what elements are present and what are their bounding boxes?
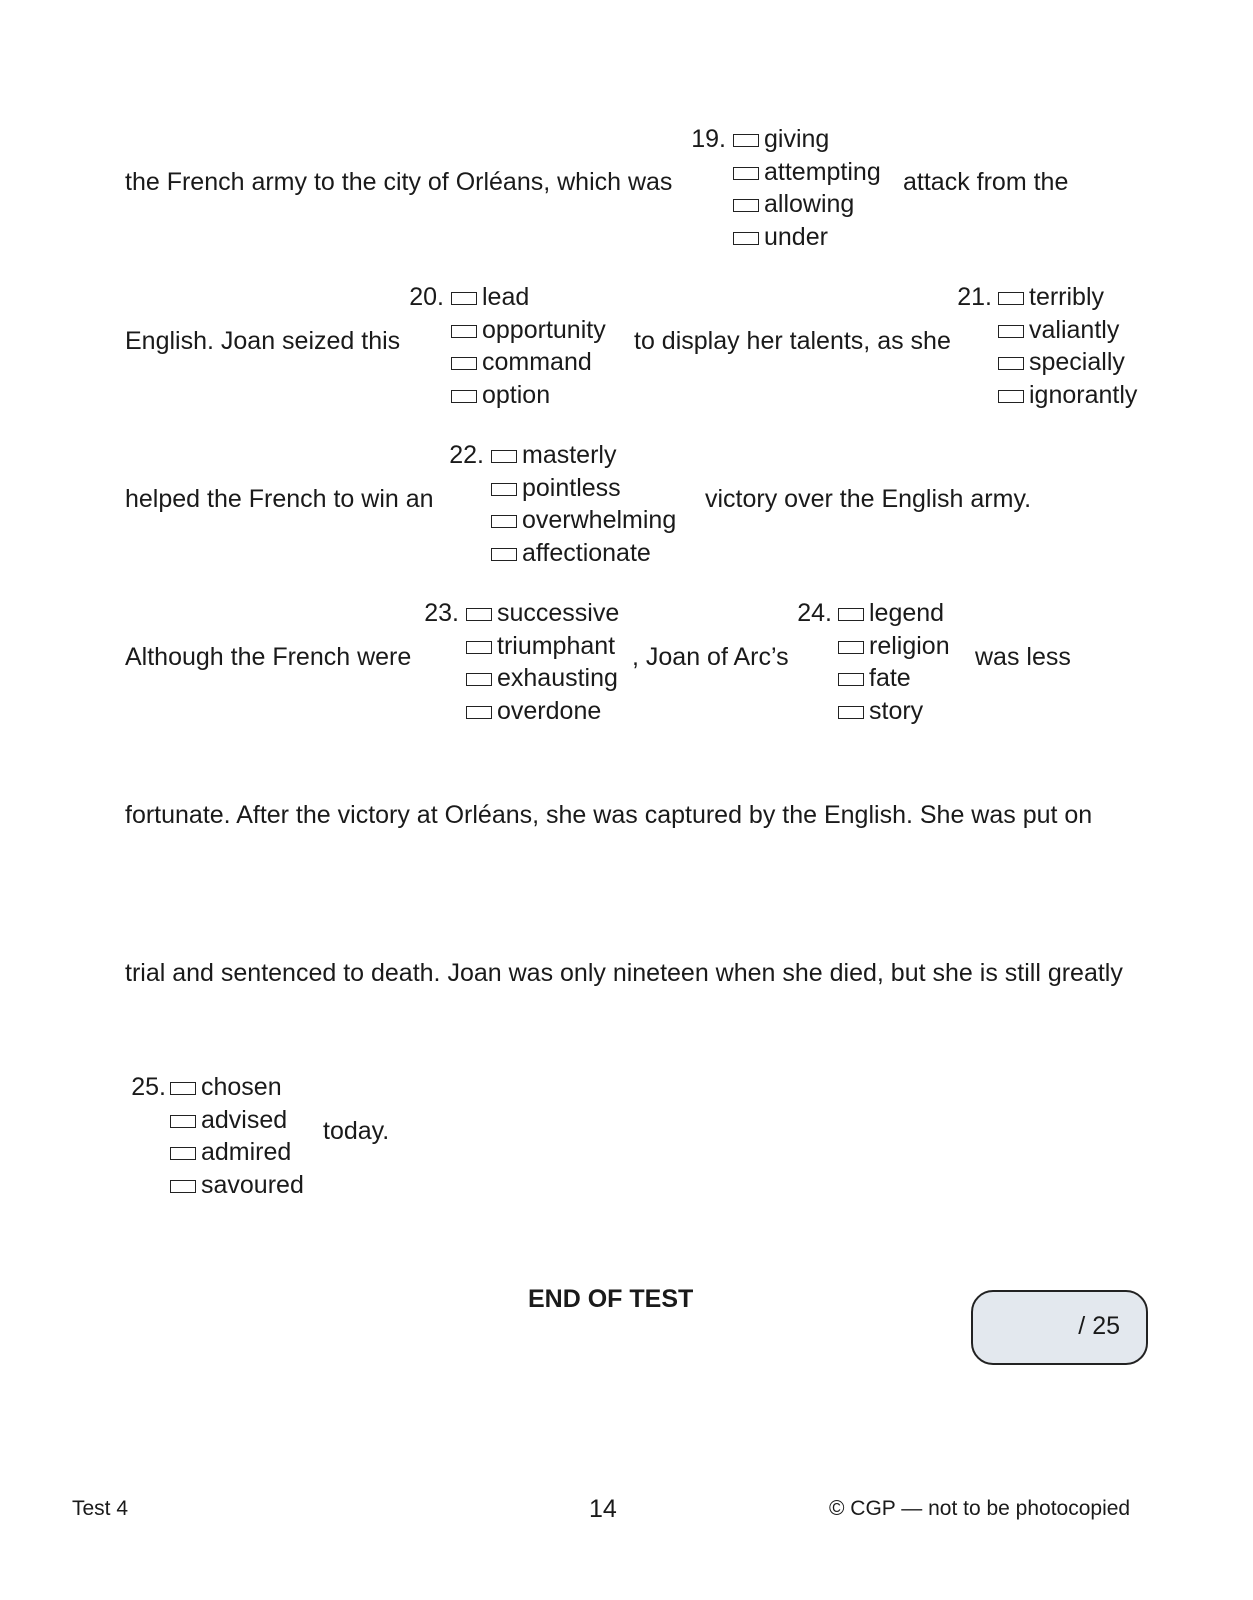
option-20-opportunity[interactable]: opportunity	[451, 314, 606, 347]
option-19-giving[interactable]: giving	[733, 123, 829, 156]
checkbox[interactable]	[733, 232, 759, 245]
checkbox[interactable]	[733, 199, 759, 212]
checkbox[interactable]	[170, 1180, 196, 1193]
page-number: 14	[589, 1495, 617, 1523]
option-19-attempting[interactable]: attempting	[733, 156, 881, 189]
end-of-test-heading: END OF TEST	[528, 1285, 694, 1313]
question-number-22: 22.	[449, 441, 484, 469]
option-22-masterly[interactable]: masterly	[491, 439, 616, 472]
checkbox[interactable]	[466, 641, 492, 654]
question-number-23: 23.	[424, 599, 459, 627]
option-23-exhausting[interactable]: exhausting	[466, 662, 618, 695]
option-20-option[interactable]: option	[451, 379, 550, 412]
checkbox[interactable]	[838, 706, 864, 719]
question-number-20: 20.	[409, 283, 444, 311]
checkbox[interactable]	[491, 548, 517, 561]
score-box	[971, 1290, 1148, 1365]
checkbox[interactable]	[170, 1147, 196, 1160]
option-25-chosen[interactable]: chosen	[170, 1071, 282, 1104]
checkbox[interactable]	[491, 515, 517, 528]
checkbox[interactable]	[838, 608, 864, 621]
option-21-ignorantly[interactable]: ignorantly	[998, 379, 1137, 412]
checkbox[interactable]	[491, 483, 517, 496]
option-20-command[interactable]: command	[451, 346, 592, 379]
option-21-terribly[interactable]: terribly	[998, 281, 1104, 314]
option-24-story[interactable]: story	[838, 695, 923, 728]
checkbox[interactable]	[491, 450, 517, 463]
checkbox[interactable]	[998, 292, 1024, 305]
sentence-part: to display her talents, as she	[634, 327, 951, 355]
question-number-24: 24.	[797, 599, 832, 627]
option-24-religion[interactable]: religion	[838, 630, 950, 663]
option-21-valiantly[interactable]: valiantly	[998, 314, 1119, 347]
sentence-line: fortunate. After the victory at Orléans, she was captured by the English. She was put on	[125, 801, 1093, 829]
option-20-lead[interactable]: lead	[451, 281, 529, 314]
checkbox[interactable]	[733, 134, 759, 147]
option-25-savoured[interactable]: savoured	[170, 1169, 304, 1202]
option-22-pointless[interactable]: pointless	[491, 472, 621, 505]
checkbox[interactable]	[451, 390, 477, 403]
sentence-part: victory over the English army.	[705, 485, 1032, 513]
option-19-allowing[interactable]: allowing	[733, 188, 854, 221]
sentence-part: the French army to the city of Orléans, which was	[125, 168, 673, 196]
question-number-25: 25.	[131, 1073, 166, 1101]
checkbox[interactable]	[466, 608, 492, 621]
checkbox[interactable]	[733, 167, 759, 180]
checkbox[interactable]	[998, 357, 1024, 370]
question-number-21: 21.	[957, 283, 992, 311]
option-23-overdone[interactable]: overdone	[466, 695, 601, 728]
checkbox[interactable]	[998, 325, 1024, 338]
option-25-admired[interactable]: admired	[170, 1136, 291, 1169]
score-total: / 25	[1078, 1312, 1120, 1340]
footer-copyright: © CGP — not to be photocopied	[829, 1497, 1131, 1520]
checkbox[interactable]	[451, 292, 477, 305]
sentence-part: today.	[323, 1117, 390, 1145]
checkbox[interactable]	[998, 390, 1024, 403]
checkbox[interactable]	[466, 673, 492, 686]
sentence-line: trial and sentenced to death. Joan was only nineteen when she died, but she is still greatly	[125, 959, 1123, 987]
option-24-legend[interactable]: legend	[838, 597, 944, 630]
checkbox[interactable]	[451, 357, 477, 370]
sentence-part: Although the French were	[125, 643, 412, 671]
checkbox[interactable]	[466, 706, 492, 719]
option-23-successive[interactable]: successive	[466, 597, 619, 630]
option-19-under[interactable]: under	[733, 221, 828, 254]
checkbox[interactable]	[170, 1115, 196, 1128]
sentence-part: attack from the	[903, 168, 1069, 196]
sentence-part: was less	[975, 643, 1071, 671]
option-23-triumphant[interactable]: triumphant	[466, 630, 615, 663]
sentence-part: helped the French to win an	[125, 485, 434, 513]
checkbox[interactable]	[451, 325, 477, 338]
option-21-specially[interactable]: specially	[998, 346, 1125, 379]
option-24-fate[interactable]: fate	[838, 662, 911, 695]
option-22-overwhelming[interactable]: overwhelming	[491, 504, 676, 537]
footer-test-label: Test 4	[72, 1497, 129, 1520]
checkbox[interactable]	[170, 1082, 196, 1095]
sentence-part: English. Joan seized this	[125, 327, 401, 355]
checkbox[interactable]	[838, 673, 864, 686]
question-number-19: 19.	[691, 125, 726, 153]
checkbox[interactable]	[838, 641, 864, 654]
option-22-affectionate[interactable]: affectionate	[491, 537, 651, 570]
sentence-part: , Joan of Arc’s	[632, 643, 789, 671]
option-25-advised[interactable]: advised	[170, 1104, 287, 1137]
